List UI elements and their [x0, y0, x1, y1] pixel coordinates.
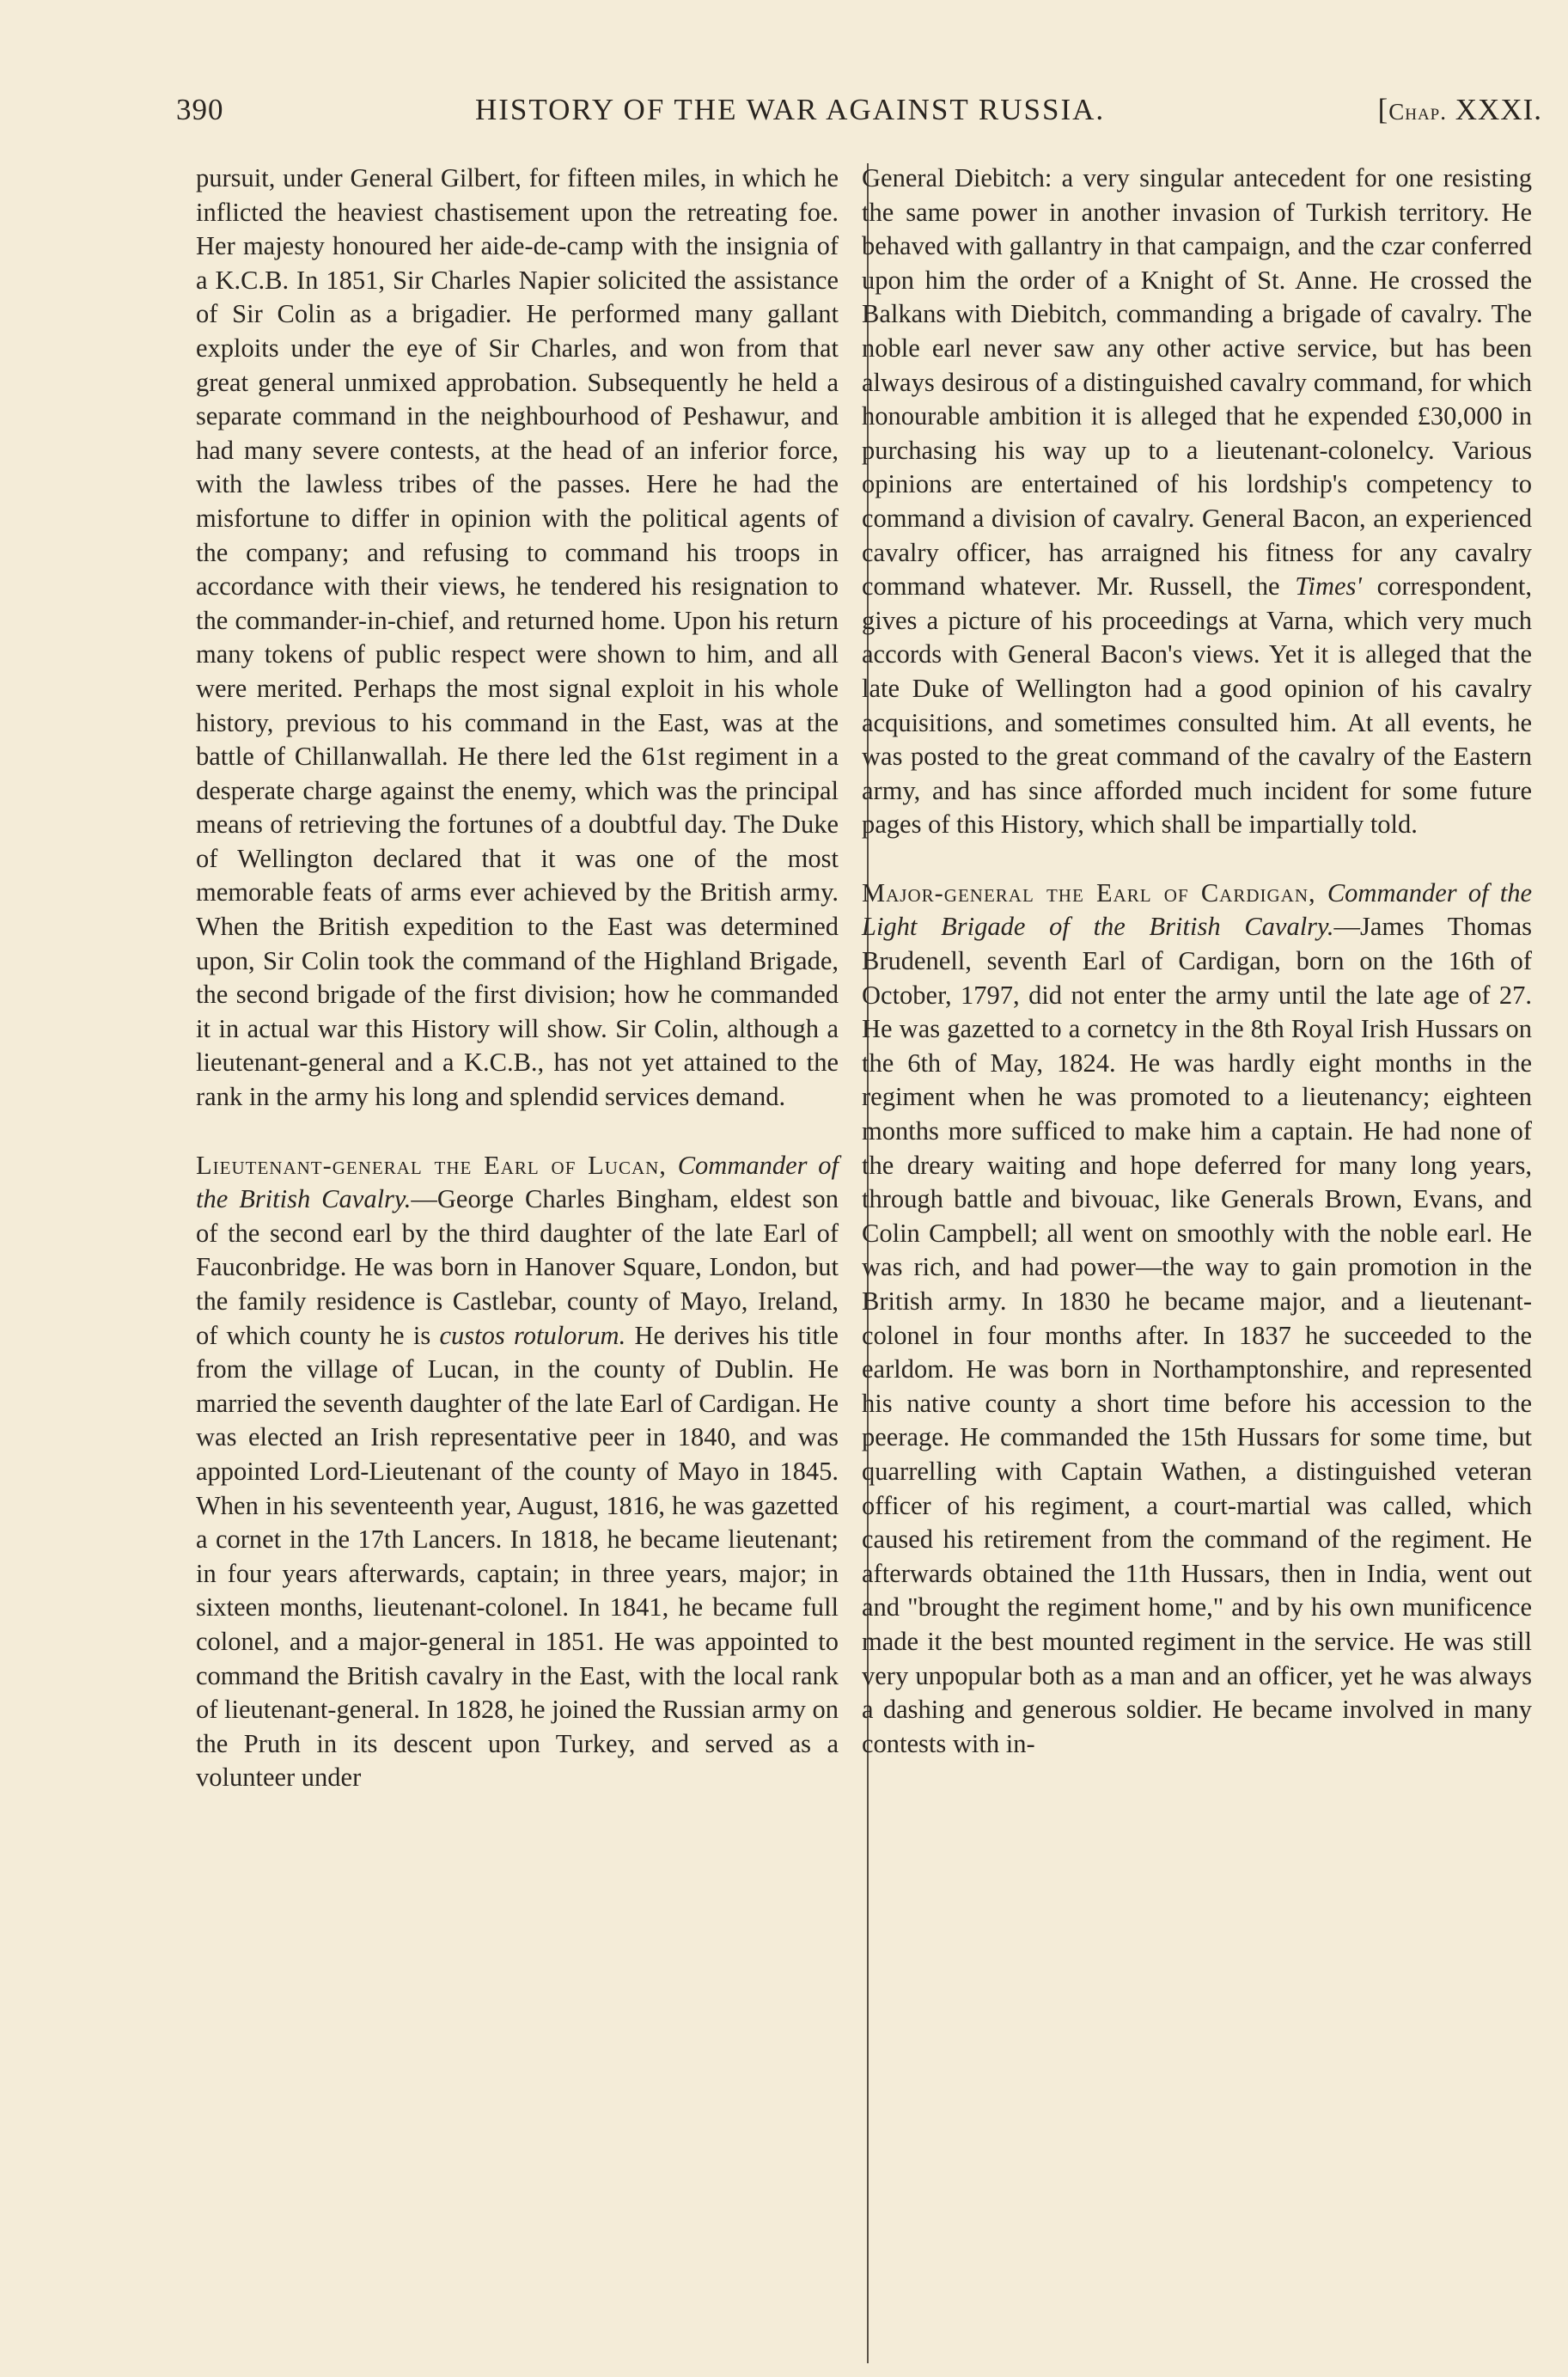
- running-header: [176, 93, 1542, 134]
- right-column: [862, 162, 1532, 1761]
- times-newspaper-name: Times': [1295, 571, 1362, 602]
- cardigan-paragraph: [862, 877, 1532, 1761]
- campbell-paragraph: pursuit, under General Gilbert, for fifteen miles, in which he inflicted the heaviest chastisement upon the retreating foe. Her majesty honoured her aide-de-camp with the insignia of a K.C.B. In 1851, Sir Charles Napier solicited the assistance of Sir Colin as a brigadier. He performed many gallant exploits under the eye of Sir Charles, and won from that great general unmixed approbation. Subsequently he held a separate command in the neighbourhood of Peshawur, and had many severe contests, at the head of an inferior force, with the lawless tribes of the passes. Here he had the misfortune to differ in opinion with the political agents of the company; and refusing to command his troops in accordance with their views, he tendered his resignation to the commander-in-chief, and returned home. Upon his return many tokens of public respect were shown to him, and all were merited. Perhaps the most signal exploit in his whole history, previous to his command in the East, was at the battle of Chillanwallah. He there led the 61st regiment in a desperate charge against the enemy, which was the principal means of retrieving the fortunes of a doubtful day. The Duke of Wellington declared that it was one of the most memorable feats of arms ever achieved by the British army. When the British expedition to the East was determined upon, Sir Colin took the command of the Highland Brigade, the second brigade of the first division; how he commanded it in actual war this History will show. Sir Colin, although a lieutenant-general and a K.C.B., has not yet attained to the rank in the army his long and splendid services demand.: [196, 163, 839, 1112]
- page-number: 390: [176, 93, 224, 126]
- cardigan-subheading: Commander of the Light Brigade of the British Cavalry.: [862, 877, 1532, 942]
- chapter-number: XXXI.: [1455, 93, 1542, 126]
- lucan-paragraph: [196, 1149, 839, 1795]
- cardigan-text: —James Thomas Brudenell, seventh Earl of Cardigan, born on the 16th of October, 1797, did not enter the army until the late age of 27. He was gazetted to a cornetcy in the 8th Royal Irish Hussars on the 6th of May, 1824. He was hardly eight months in the regiment when he was promoted to a lieutenancy; eighteen months more sufficed to make him a captain. He had none of the dreary waiting and hope deferred for many long years, through battle and bivouac, like Generals Brown, Evans, and Colin Campbell; all went on smoothly with the noble earl. He was rich, and had power—the way to gain promotion in the British army. In 1830 he became major, and a lieutenant-colonel in four months after. In 1837 he succeeded to the earldom. He was born in Northamptonshire, and represented his native county a short time before his accession to the peerage. He commanded the 15th Hussars for some time, but quarrelling with Captain Wathen, a distinguished veteran officer of his regiment, a court-martial was called, which caused his retirement from the command of the regiment. He afterwards obtained the 11th Hussars, then in India, went out and "brought the regiment home," and by his own munificence made it the best mounted regiment in the service. He was still very unpopular both as a man and an officer, yet he was always a dashing and generous soldier. He became involved in many contests with in-: [862, 912, 1533, 1758]
- lucan-text-part2: He derives his title from the village of Lucan, in the county of Dublin. He married the seventh daughter of the late Earl of Cardigan. He was elected an Irish representative peer in 1840, and was appointed Lord-Lieutenant of the county of Mayo in 1845. When in his seventeenth year, August, 1816, he was gazetted a cornet in the 17th Lancers. In 1818, he became lieutenant; in four years afterwards, captain; in three years, major; in sixteen months, lieutenant-colonel. In 1841, he became full colonel, and a major-general in 1851. He was appointed to command the British cavalry in the East, with the local rank of lieutenant-general. In 1828, he joined the Russian army on the Pruth in its descent upon Turkey, and served as a volunteer under: [196, 1320, 839, 1793]
- left-column: [196, 162, 839, 1795]
- lucan-latin-term: custos rotulorum.: [439, 1320, 626, 1350]
- lucan-heading: Lieutenant-general the Earl of Lucan,: [196, 1150, 667, 1180]
- lucan-continuation-paragraph: [862, 162, 1532, 842]
- lucan-continuation-part1: General Diebitch: a very singular antecedent for one resisting the same power in another invasion of Turkish territory. He behaved with gallantry in that campaign, and the czar conferred upon him the order of a Knight of St. Anne. He crossed the Balkans with Diebitch, commanding a brigade of cavalry. The noble earl never saw any other active service, but has been always desirous of a distinguished cavalry command, for which honourable ambition it is alleged that he expended £30,000 in purchasing his way up to a lieutenant-colonelcy. Various opinions are entertained of his lordship's competency to command a division of cavalry. General Bacon, an experienced cavalry officer, has arraigned his fitness for any cavalry command whatever. Mr. Russell, the: [862, 163, 1532, 602]
- chapter-label: Chap.: [1388, 99, 1448, 125]
- lucan-continuation-part2: correspondent, gives a picture of his proceedings at Varna, which very much accords with General Bacon's views. Yet it is alleged that the late Duke of Wellington had a good opinion of his cavalry acquisitions, and sometimes consulted him. At all events, he was posted to the great command of the cavalry of the Eastern army, and has since afforded much incident for some future pages of this History, which shall be impartially told.: [862, 571, 1532, 840]
- chapter-reference: [1378, 93, 1542, 127]
- chapter-open-bracket: [: [1377, 93, 1389, 126]
- cardigan-heading: Major-general the Earl of Cardigan,: [862, 877, 1316, 907]
- lucan-subheading: Commander of the British Cavalry.: [196, 1150, 839, 1214]
- lucan-text-part1: —George Charles Bingham, eldest son of the second earl by the third daughter of the late Earl of Fauconbridge. He was born in Hanover Square, London, but the family residence is Castlebar, county of Mayo, Ireland, of which county he is: [196, 1184, 839, 1350]
- running-title: HISTORY OF THE WAR AGAINST RUSSIA.: [475, 93, 1106, 126]
